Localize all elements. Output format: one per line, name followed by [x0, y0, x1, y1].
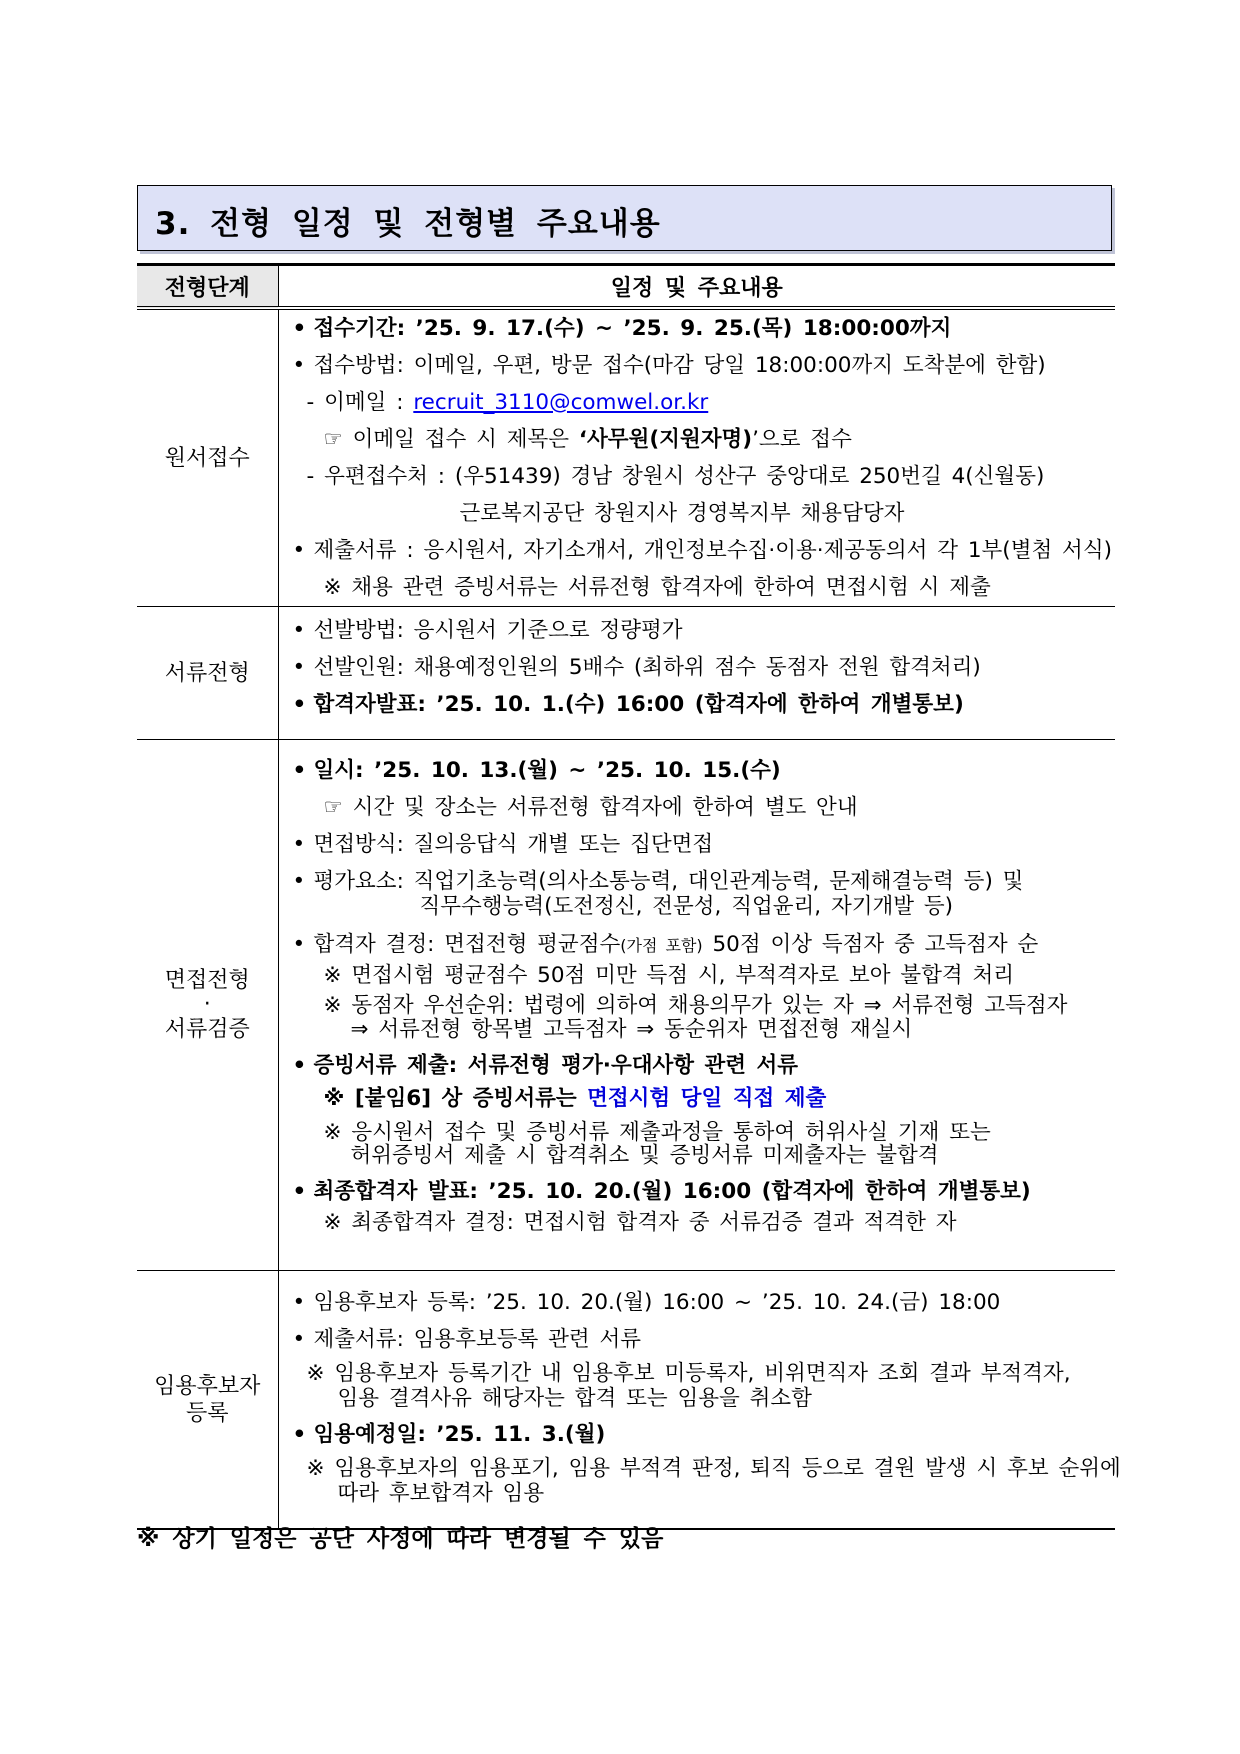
tie-priority: ※ 동점자 우선순위: 법령에 의하여 채용의무가 있는 자 ⇒ 서류전형 고득점자 — [323, 993, 1068, 1018]
evaluation-factors-cont: 직무수행능력(도전정신, 전문성, 직업윤리, 자기개발 등) — [419, 894, 954, 919]
pass-decision-pre: 합격자 결정: 면접전형 평균점수 — [313, 932, 621, 957]
final-decision-note: ※ 최종합격자 결정: 면접시험 합격자 중 서류검증 결과 적격한 자 — [323, 1210, 957, 1235]
selection-count: • 선발인원: 채용예정인원의 5배수 (최하위 점수 동점자 전원 합격처리) — [293, 649, 1112, 686]
email-subject-bold: ‘사무원(지원자명) — [578, 427, 753, 452]
registration-cancel-note-cont: 임용 결격사유 해당자는 합격 또는 임용을 취소함 — [337, 1386, 812, 1411]
required-documents: • 제출서류 : 응시원서, 자기소개서, 개인정보수집·이용·제공동의서 각 1부(별첨 서식) — [293, 532, 1112, 569]
application-period: • 접수기간: ’25. 9. 17.(수) ~ ’25. 9. 25.(목) 18:00:00까지 — [293, 310, 1112, 347]
stage-registration-line1: 임용후보자 — [154, 1373, 261, 1399]
pass-decision-small: (가점 포함) — [620, 936, 703, 955]
attachment-note-pre: ※ [붙임6] 상 증빙서류는 — [323, 1086, 588, 1111]
interview-dates: • 일시: ’25. 10. 13.(월) ~ ’25. 10. 15.(수) — [293, 752, 1112, 789]
application-email-line — [293, 384, 1112, 421]
email-label: - 이메일 : — [306, 390, 414, 415]
evidence-attachment-note — [293, 1080, 1112, 1117]
pass-announcement: • 합격자발표: ’25. 10. 1.(수) 16:00 (합격자에 한하여 개별통보) — [293, 686, 1112, 723]
registration-documents: • 제출서류: 임용후보등록 관련 서류 — [293, 1321, 1112, 1358]
stage-interview — [137, 740, 278, 1271]
content-document-screening — [278, 607, 1115, 740]
registration-cancel-note: ※ 임용후보자 등록기간 내 임용후보 미등록자, 비위면직자 조회 결과 부적격자, — [306, 1361, 1071, 1386]
email-subject-pre: ☞ 이메일 접수 시 제목은 — [323, 427, 579, 452]
evidence-submission: • 증빙서류 제출: 서류전형 평가·우대사항 관련 서류 — [293, 1047, 1112, 1084]
postal-address: - 우편접수처 : (우51439) 경남 창원시 성산구 중앙대로 250번길 4(신월동) — [306, 464, 1045, 489]
interview-place-note: ☞ 시간 및 장소는 서류전형 합격자에 한하여 별도 안내 — [323, 795, 858, 820]
schedule-table — [137, 263, 1121, 1530]
stage-interview-dot: · — [203, 992, 211, 1017]
content-registration — [278, 1271, 1121, 1530]
table-row-registration — [137, 1271, 1115, 1530]
stage-registration — [137, 1271, 278, 1530]
postal-recipient: 근로복지공단 창원지사 경영복지부 채용담당자 — [459, 501, 905, 526]
email-subject-note — [293, 421, 1112, 458]
header-content: 일정 및 주요내용 — [278, 265, 1115, 309]
registration-period: • 임용후보자 등록: ’25. 10. 20.(월) 16:00 ~ ’25. 10. 24.(금) 18:00 — [293, 1284, 1112, 1321]
table-row-application — [137, 308, 1115, 607]
appointment-date: • 임용예정일: ’25. 11. 3.(월) — [293, 1416, 1112, 1453]
stage-document-screening: 서류전형 — [137, 607, 278, 740]
evaluation-factors: • 평가요소: 직업기초능력(의사소통능력, 대인관계능력, 문제해결능력 등) 및 — [293, 863, 1112, 900]
attachment-note-blue: 면접시험 당일 직접 제출 — [587, 1086, 827, 1111]
table-row-interview — [137, 740, 1115, 1271]
selection-method: • 선발방법: 응시원서 기준으로 정량평가 — [293, 612, 1112, 649]
fail-note: ※ 면접시험 평균점수 50점 미만 득점 시, 부적격자로 보아 불합격 처리 — [323, 963, 1015, 988]
interview-method: • 면접방식: 질의응답식 개별 또는 집단면접 — [293, 826, 1112, 863]
email-link[interactable]: recruit_3110@comwel.or.kr — [413, 390, 709, 415]
false-info-note: ※ 응시원서 접수 및 증빙서류 제출과정을 통하여 허위사실 기재 또는 — [323, 1120, 991, 1145]
stage-registration-line2: 등록 — [185, 1400, 229, 1426]
content-application — [278, 308, 1115, 607]
pass-decision-post: 50점 이상 득점자 중 고득점자 순 — [702, 932, 1039, 957]
vacancy-note-cont: 따라 후보합격자 임용 — [337, 1481, 545, 1506]
section-title-box — [137, 185, 1112, 251]
evidence-note: ※ 채용 관련 증빙서류는 서류전형 합격자에 한하여 면접시험 시 제출 — [323, 575, 991, 600]
final-announcement: • 최종합격자 발표: ’25. 10. 20.(월) 16:00 (합격자에 한하여 개별통보) — [293, 1173, 1112, 1210]
application-method: • 접수방법: 이메일, 우편, 방문 접수(마감 당일 18:00:00까지 도착분에 한함) — [293, 347, 1112, 384]
email-subject-post: ’으로 접수 — [752, 427, 852, 452]
pass-decision — [293, 926, 1112, 963]
table-row-document-screening — [137, 607, 1115, 740]
section-title: 3. 전형 일정 및 전형별 주요내용 — [155, 206, 661, 242]
stage-application: 원서접수 — [137, 308, 278, 607]
tie-priority-cont: ⇒ 서류전형 항목별 고득점자 ⇒ 동순위자 면접전형 재실시 — [350, 1017, 913, 1042]
false-info-note-cont: 허위증빙서 제출 시 합격취소 및 증빙서류 미제출자는 불합격 — [350, 1143, 939, 1168]
table-header-row — [137, 265, 1115, 309]
stage-interview-line2: 서류검증 — [164, 1017, 250, 1042]
schedule-change-note: ※ 상기 일정은 공단 사정에 따라 변경될 수 있음 — [137, 1526, 664, 1552]
stage-interview-line1: 면접전형 — [164, 968, 250, 993]
header-stage: 전형단계 — [137, 265, 278, 309]
content-interview — [278, 740, 1115, 1271]
vacancy-note: ※ 임용후보자의 임용포기, 임용 부적격 판정, 퇴직 등으로 결원 발생 시 후보 순위에 — [306, 1456, 1121, 1481]
